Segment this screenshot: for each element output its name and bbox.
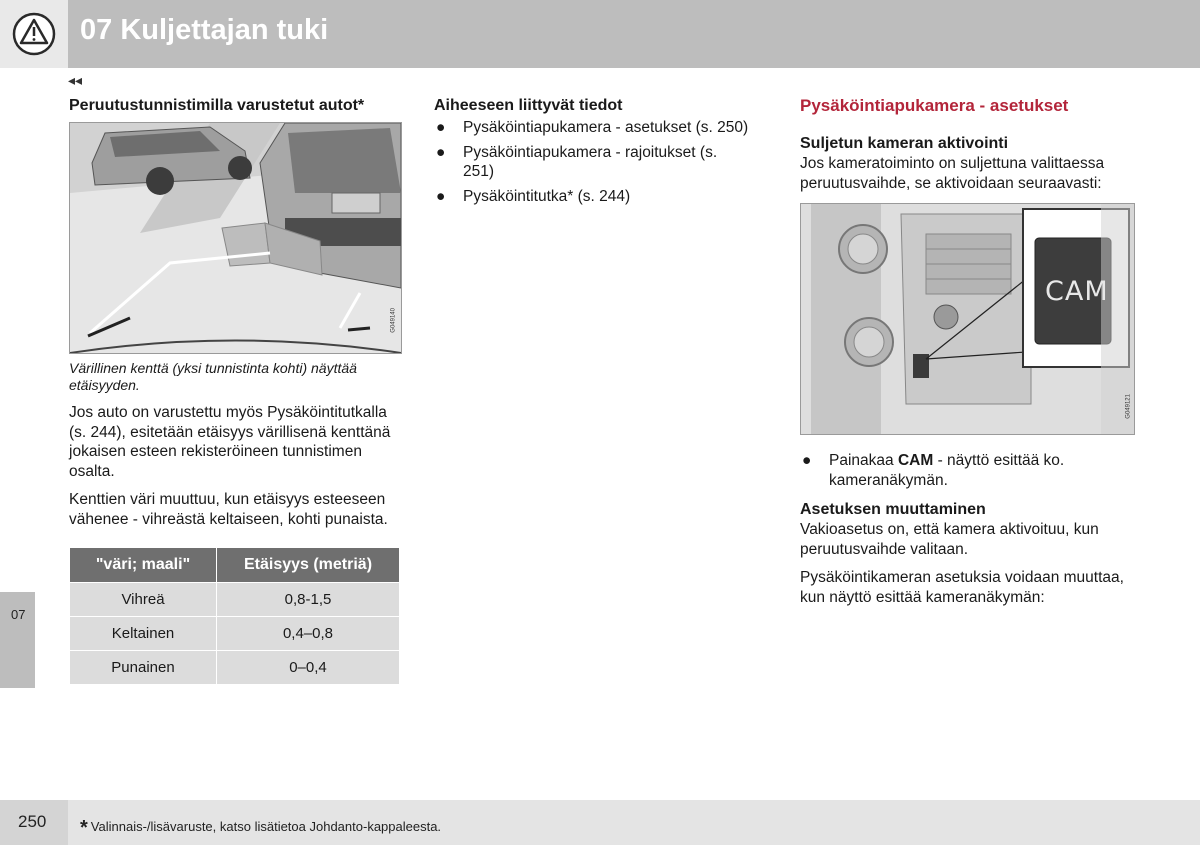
related-info-heading: Aiheeseen liittyvät tiedot bbox=[434, 97, 623, 114]
list-item bbox=[800, 451, 1130, 490]
table-cell: 0,8-1,5 bbox=[217, 583, 400, 617]
distance-color-table bbox=[69, 547, 400, 685]
instruction-list bbox=[800, 451, 1130, 490]
figure-code: G049140 bbox=[391, 308, 397, 333]
right-column bbox=[800, 96, 1140, 607]
related-link-text[interactable]: Pysäköintiapukamera - asetukset (s. 250) bbox=[463, 119, 749, 136]
table-cell: 0,4–0,8 bbox=[217, 617, 400, 651]
page-header bbox=[0, 0, 1200, 68]
previous-page-marker: ◂◂ bbox=[68, 72, 83, 88]
middle-column bbox=[434, 96, 769, 211]
table-cell: Punainen bbox=[70, 651, 217, 685]
chapter-side-tab-label: 07 bbox=[11, 607, 26, 622]
figure-caption: Värillinen kenttä (yksi tunnistinta kohti) näyttää etäisyyden. bbox=[69, 360, 357, 393]
right-paragraph-1: Jos kameratoiminto on suljettuna valittaessa peruutusvaihde, se aktivoidaan seuraavasti: bbox=[800, 155, 1105, 192]
list-item[interactable] bbox=[434, 118, 769, 138]
figure-code: G049121 bbox=[1126, 394, 1132, 419]
page-footer bbox=[0, 800, 1200, 845]
related-links-list bbox=[434, 118, 769, 206]
left-paragraph-1: Jos auto on varustettu myös Pysäköintitutkalla (s. 244), esitetään etäisyys värillisenä kenttänä jokaisen esteen rekisteröineen tunnistimen osalta. bbox=[69, 404, 391, 480]
warning-icon bbox=[0, 0, 68, 68]
bullet-icon: ● bbox=[436, 143, 446, 161]
table-row bbox=[70, 583, 400, 617]
chapter-title: 07 Kuljettajan tuki bbox=[80, 14, 329, 46]
warning-icon-box bbox=[0, 0, 68, 68]
instruction-text-start: Painakaa bbox=[829, 452, 898, 469]
page-number: 250 bbox=[18, 812, 47, 831]
right-paragraph-3: Pysäköintikameran asetuksia voidaan muuttaa, kun näyttö esittää kameranäkymän: bbox=[800, 569, 1124, 606]
parking-scene-graphic bbox=[70, 123, 401, 353]
bullet-icon: ● bbox=[436, 187, 446, 205]
left-column bbox=[69, 96, 401, 685]
table-header-row bbox=[70, 548, 400, 583]
right-paragraph-2: Vakioasetus on, että kamera aktivoituu, kun peruutusvaihde valitaan. bbox=[800, 521, 1099, 558]
table-header-color: "väri; maali" bbox=[70, 548, 217, 583]
section-title: Pysäköintiapukamera - asetukset bbox=[800, 96, 1069, 115]
footnote-star: * bbox=[80, 817, 88, 839]
table-header-distance: Etäisyys (metriä) bbox=[217, 548, 400, 583]
table-cell: Keltainen bbox=[70, 617, 217, 651]
left-paragraph-2: Kenttien väri muuttuu, kun etäisyys esteeseen vähenee - vihreästä keltaiseen, kohti punaista. bbox=[69, 491, 388, 528]
table-cell: Vihreä bbox=[70, 583, 217, 617]
footnote-text: Valinnais-/lisävaruste, katso lisätietoa Johdanto-kappaleesta. bbox=[90, 819, 442, 834]
table-cell: 0–0,4 bbox=[217, 651, 400, 685]
subheading-activation: Suljetun kameran aktivointi bbox=[800, 135, 1009, 152]
bullet-icon: ● bbox=[802, 452, 812, 469]
cam-keyword: CAM bbox=[897, 452, 934, 469]
instruction-text-end: - näyttö esittää ko. kameranäkymän. bbox=[829, 452, 1065, 489]
console-illustration bbox=[800, 203, 1135, 435]
table-row bbox=[70, 651, 400, 685]
footnote bbox=[80, 814, 441, 837]
center-console-graphic bbox=[801, 204, 1134, 434]
related-link-text[interactable]: Pysäköintitutka* (s. 244) bbox=[463, 187, 631, 205]
bullet-icon: ● bbox=[436, 119, 446, 136]
related-link-text[interactable]: Pysäköintiapukamera - rajoitukset (s. 251) bbox=[463, 143, 718, 180]
chapter-side-tab bbox=[0, 592, 35, 688]
parking-sensor-illustration bbox=[69, 122, 402, 354]
page-number-box bbox=[0, 800, 68, 845]
cam-button-label: CAM bbox=[1045, 276, 1109, 307]
subheading-settings: Asetuksen muuttaminen bbox=[800, 501, 986, 518]
left-heading: Peruutustunnistimilla varustetut autot* bbox=[69, 97, 365, 114]
table-row bbox=[70, 617, 400, 651]
list-item[interactable] bbox=[434, 187, 769, 207]
list-item[interactable] bbox=[434, 143, 733, 182]
